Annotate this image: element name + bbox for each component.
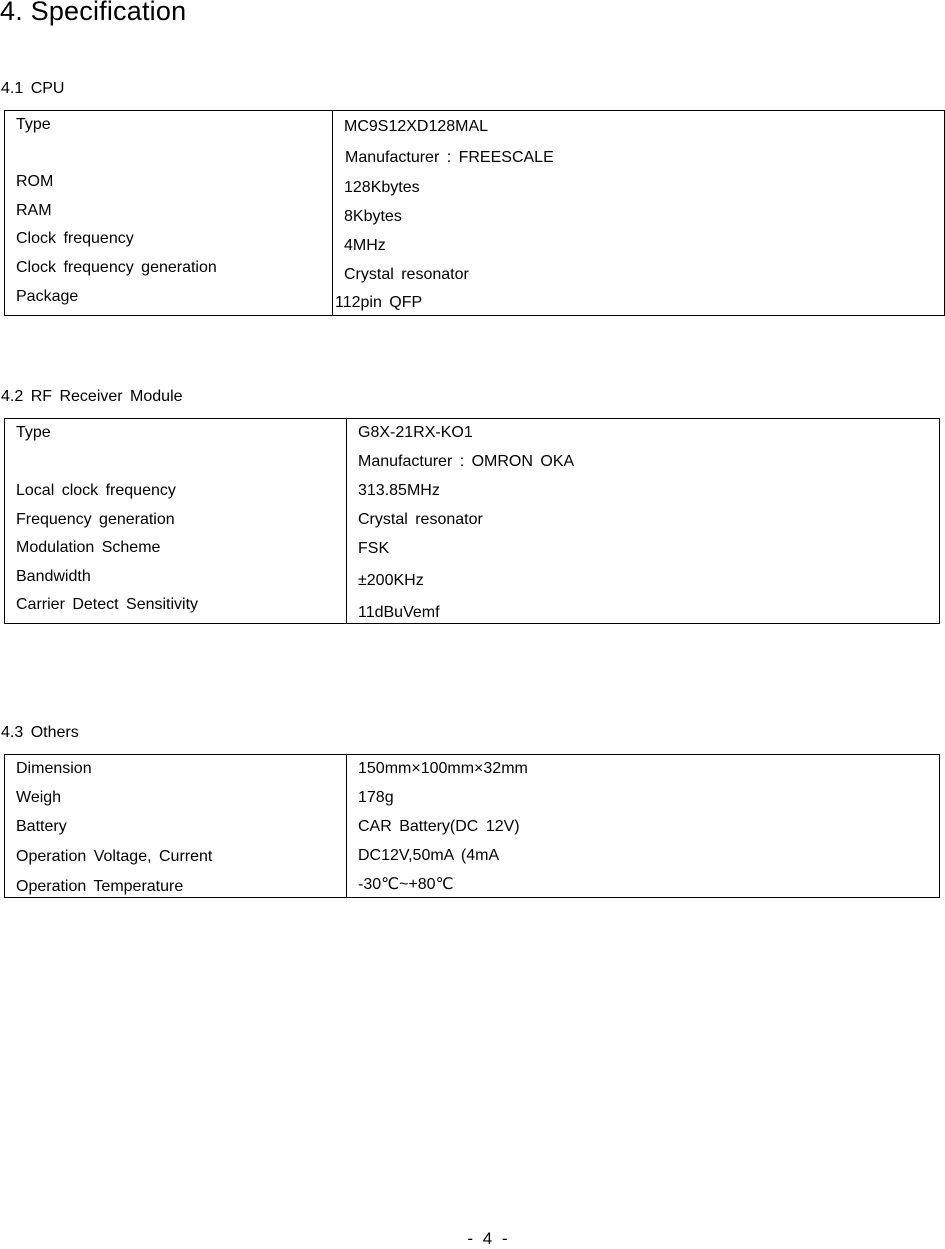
section-heading-others: 4.3 Others (1, 724, 79, 741)
rf-receiver-spec-table (4, 418, 940, 624)
others-label-dimension: Dimension (16, 760, 92, 777)
cpu-value-type: MC9S12XD128MAL (344, 118, 489, 135)
cpu-spec-table (4, 110, 945, 316)
rf-label-bandwidth: Bandwidth (16, 568, 91, 585)
page-title: 4. Specification (0, 0, 187, 26)
cpu-label-clock-generation: Clock frequency generation (16, 259, 217, 276)
rf-value-carrier-sensitivity: 11dBuVemf (358, 604, 440, 621)
others-value-operation-temperature: -30℃~+80℃ (358, 876, 454, 893)
section-heading-rf-receiver: 4.2 RF Receiver Module (1, 388, 183, 405)
cpu-value-manufacturer: Manufacturer : FREESCALE (345, 149, 554, 166)
others-label-operation-voltage: Operation Voltage, Current (16, 848, 213, 865)
cpu-value-clock-frequency: 4MHz (344, 237, 386, 254)
others-value-battery: CAR Battery(DC 12V) (358, 818, 520, 835)
others-value-weigh: 178g (358, 789, 394, 806)
others-value-dimension: 150mm×100mm×32mm (358, 760, 528, 777)
cpu-value-rom: 128Kbytes (344, 179, 420, 196)
others-label-operation-temperature: Operation Temperature (16, 878, 184, 895)
rf-label-modulation: Modulation Scheme (16, 539, 161, 556)
rf-label-frequency-generation: Frequency generation (16, 511, 175, 528)
others-spec-table (4, 754, 940, 898)
others-label-battery: Battery (16, 818, 67, 835)
cpu-value-clock-generation: Crystal resonator (344, 266, 469, 283)
rf-value-type: G8X-21RX-KO1 (358, 424, 473, 441)
cpu-label-rom: ROM (16, 173, 54, 190)
rf-value-manufacturer: Manufacturer : OMRON OKA (358, 453, 575, 470)
rf-value-local-clock: 313.85MHz (358, 482, 440, 499)
page-number: - 4 - (467, 1229, 508, 1248)
cpu-value-ram: 8Kbytes (344, 208, 402, 225)
rf-value-frequency-generation: Crystal resonator (358, 511, 483, 528)
section-heading-cpu: 4.1 CPU (1, 80, 65, 97)
rf-label-carrier-sensitivity: Carrier Detect Sensitivity (16, 596, 199, 613)
rf-label-type: Type (16, 424, 51, 441)
rf-value-bandwidth: ±200KHz (358, 572, 424, 589)
table-column-divider (346, 755, 347, 897)
cpu-label-type: Type (16, 116, 51, 133)
cpu-label-package: Package (16, 288, 79, 305)
cpu-value-package: 112pin QFP (335, 294, 423, 311)
cpu-label-ram: RAM (16, 202, 52, 219)
others-value-operation-voltage: DC12V,50mA (4mA (358, 847, 500, 864)
rf-value-modulation: FSK (358, 540, 390, 557)
cpu-label-clock-frequency: Clock frequency (16, 230, 134, 247)
table-column-divider (346, 419, 347, 623)
others-label-weigh: Weigh (16, 789, 62, 806)
table-column-divider (332, 111, 333, 315)
rf-label-local-clock: Local clock frequency (16, 482, 176, 499)
